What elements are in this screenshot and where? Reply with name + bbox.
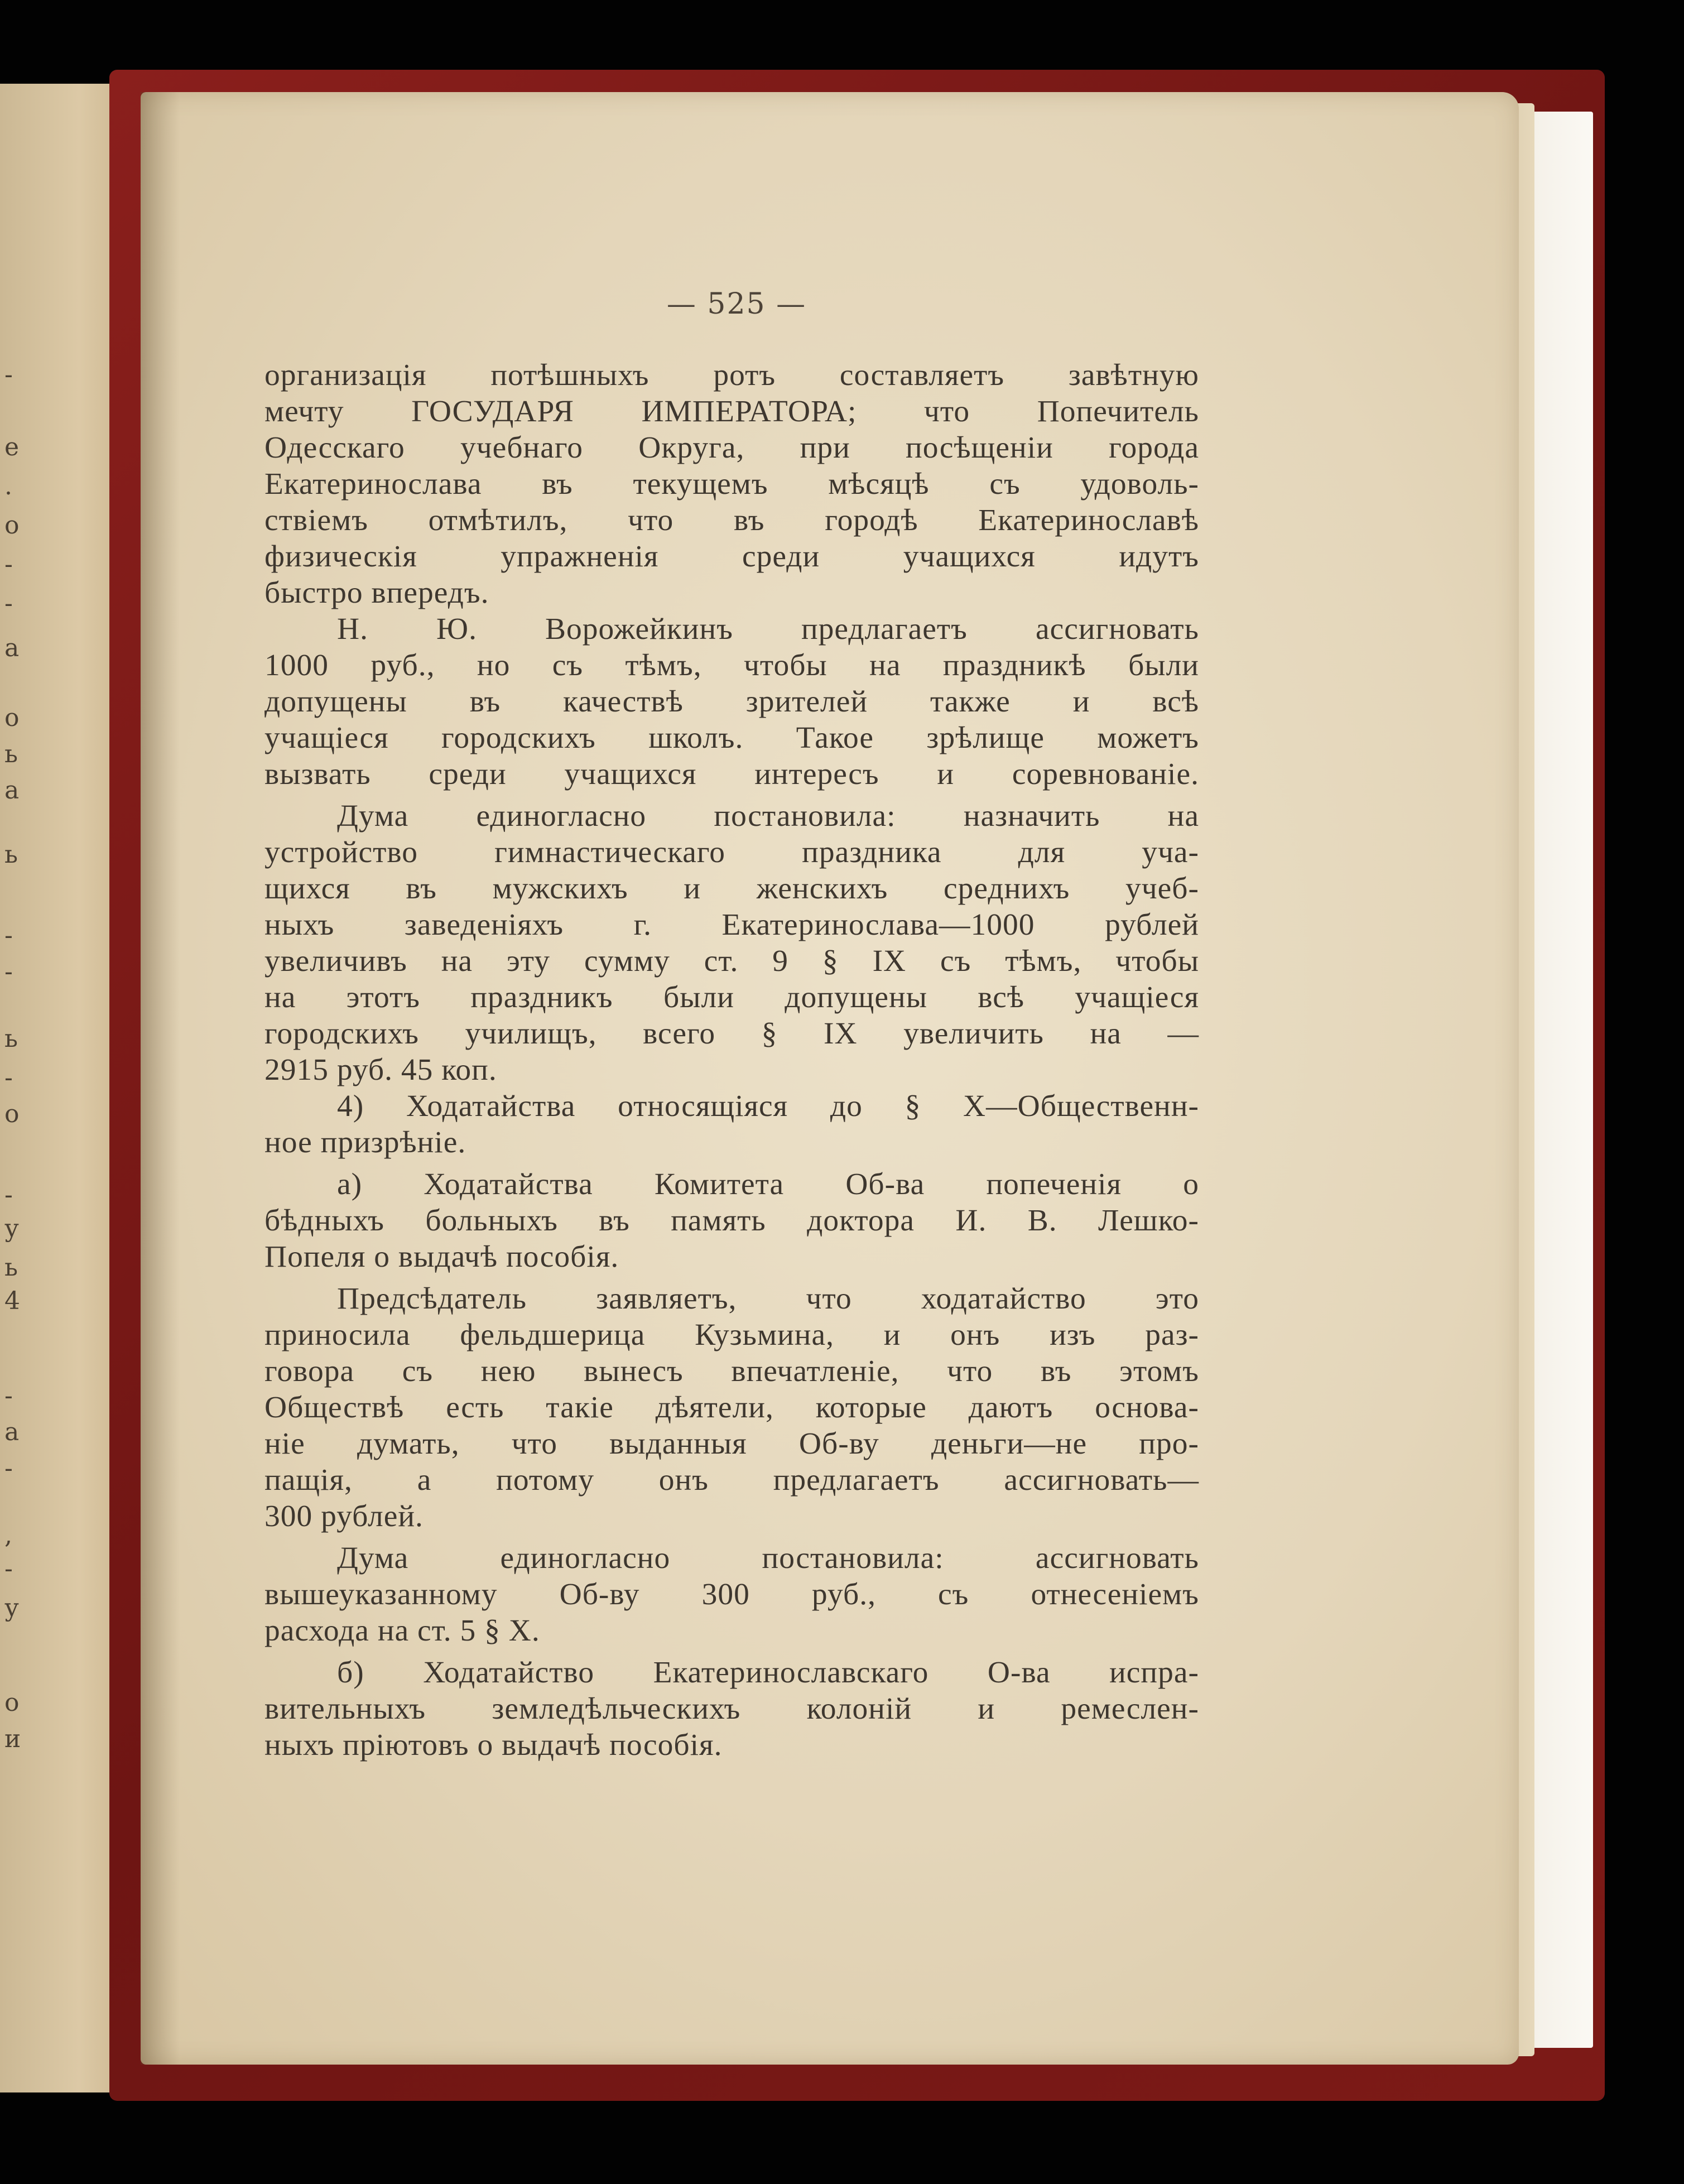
text-line: устройство гимнастическаго праздника для уча- <box>264 835 1199 869</box>
text-line: допущены въ качествѣ зрителей также и всѣ <box>264 685 1199 719</box>
left-page-fragment: ь <box>4 840 18 869</box>
text-line: щихся въ мужскихъ и женскихъ среднихъ учеб- <box>264 872 1199 906</box>
text-line: ныхъ заведеніяхъ г. Екатеринослава—1000 рублей <box>264 908 1199 942</box>
text-line: увеличивъ на эту сумму ст. 9 § IX съ тѣмъ, чтобы <box>264 944 1199 978</box>
left-page-fragment: ь <box>4 1024 18 1053</box>
text-line: учащіеся городскихъ школъ. Такое зрѣлище можетъ <box>264 721 1199 755</box>
text-line: бѣдныхъ больныхъ въ память доктора И. В. Лешко- <box>264 1204 1199 1238</box>
text-line: вительныхъ земледѣльческихъ колоній и ремеслен- <box>264 1692 1199 1726</box>
left-page-fragment: - <box>4 1181 13 1209</box>
left-page-fragment: о <box>4 511 20 540</box>
text-line: ствіемъ отмѣтилъ, что въ городѣ Екатеринославѣ <box>264 503 1199 537</box>
left-page-fragment: - <box>4 958 13 986</box>
paragraph-gap <box>264 1275 1199 1281</box>
text-line: а) Ходатайства Комитета Об-ва попеченія о <box>337 1167 1199 1201</box>
left-page-fragment: - <box>4 550 13 579</box>
left-page-fragment: о <box>4 1688 20 1717</box>
page-number: — 525 — <box>666 287 807 321</box>
text-line: расхода на ст. 5 § X. <box>264 1614 540 1648</box>
left-page-fragment: и <box>4 1725 21 1753</box>
text-line: 300 рублей. <box>264 1499 424 1533</box>
text-line: на этотъ праздникъ были допущены всѣ учащіеся <box>264 980 1199 1014</box>
text-line: Предсѣдатель заявляетъ, что ходатайство это <box>337 1282 1199 1316</box>
text-line: городскихъ училищъ, всего § IX увеличить на — <box>264 1017 1199 1051</box>
body-text <box>264 357 1199 1763</box>
text-line: мечту ГОСУДАРЯ ИМПЕРАТОРА; что Попечитель <box>264 395 1199 429</box>
left-page-fragment: а <box>4 776 20 805</box>
left-page-fragment: - <box>4 589 13 618</box>
text-line: ніе думать, что выданныя Об-ву деньги—не про- <box>264 1427 1199 1461</box>
text-line: Одесскаго учебнаго Округа, при посѣщеніи города <box>264 431 1199 465</box>
text-line: Дума единогласно постановила: назначить на <box>337 799 1199 833</box>
text-line: 4) Ходатайства относящіяся до § X—Общественн- <box>337 1089 1199 1123</box>
left-page-fragment: - <box>4 1555 13 1583</box>
text-line: пащія, а потому онъ предлагаетъ ассигновать— <box>264 1463 1199 1497</box>
left-page-fragment: е <box>4 433 20 461</box>
text-line: Обществѣ есть такіе дѣятели, которые даютъ основа- <box>264 1391 1199 1425</box>
left-page-fragment: - <box>4 360 13 389</box>
paragraph-gap <box>264 1534 1199 1540</box>
left-page-fragment: - <box>4 1454 13 1483</box>
text-line: Н. Ю. Ворожейкинъ предлагаетъ ассигновать <box>337 612 1199 646</box>
paragraph-gap <box>264 1649 1199 1654</box>
text-line: быстро впередъ. <box>264 576 489 610</box>
left-page-fragment: , <box>4 1521 12 1550</box>
left-page-fragment: - <box>4 921 13 950</box>
left-page-fragment: ь <box>4 740 18 768</box>
left-page-fragment: 4 <box>4 1287 20 1315</box>
paragraph-gap <box>264 792 1199 798</box>
text-line: вызвать среди учащихся интересъ и соревнованіе. <box>264 757 1199 791</box>
left-page-fragment: - <box>4 1382 13 1410</box>
left-page-fragment: - <box>4 1064 13 1092</box>
left-page-fragment: а <box>4 1418 20 1446</box>
text-line: физическія упражненія среди учащихся идутъ <box>264 540 1199 574</box>
left-page-fragment: о <box>4 704 20 732</box>
left-page-fragment: о <box>4 1100 20 1128</box>
left-page-fragment: у <box>4 1214 19 1243</box>
text-line: ное призрѣніе. <box>264 1125 466 1160</box>
text-line: 2915 руб. 45 коп. <box>264 1053 497 1087</box>
paragraph-gap <box>264 1161 1199 1166</box>
text-line: Дума единогласно постановила: ассигновать <box>337 1541 1199 1575</box>
gutter-shadow <box>141 92 180 2065</box>
left-page-fragment: . <box>4 472 12 501</box>
text-line: организація потѣшныхъ ротъ составляетъ завѣтную <box>264 358 1199 392</box>
text-line: Попеля о выдачѣ пособія. <box>264 1240 619 1274</box>
left-page-fragment: ь <box>4 1253 18 1282</box>
left-page-fragment: а <box>4 634 20 662</box>
text-line: приносила фельдшерица Кузьмина, и онъ изъ раз- <box>264 1318 1199 1352</box>
text-line: говора съ нею вынесъ впечатленіе, что въ этомъ <box>264 1354 1199 1388</box>
text-line: ныхъ пріютовъ о выдачѣ пособія. <box>264 1728 723 1762</box>
text-line: Екатеринослава въ текущемъ мѣсяцѣ съ удоволь- <box>264 467 1199 501</box>
text-line: б) Ходатайство Екатеринославскаго О-ва испра- <box>337 1656 1199 1690</box>
left-page-fragment: у <box>4 1594 19 1622</box>
text-line: вышеуказанному Об-ву 300 руб., съ отнесеніемъ <box>264 1577 1199 1611</box>
text-line: 1000 руб., но съ тѣмъ, чтобы на праздникѣ были <box>264 648 1199 682</box>
